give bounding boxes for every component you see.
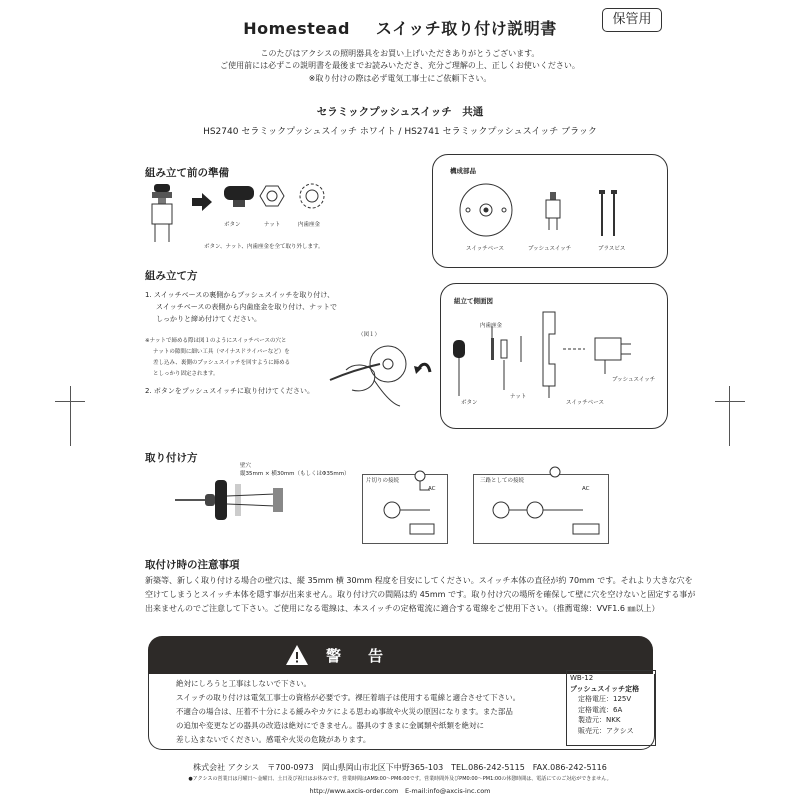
intro-line-2: ご使用前には必ずこの説明書を最後までお読みいただき、充分ご理解の上、正しくお使いください。 [220,61,580,70]
warning-line-2: スイッチの取り付けは電気工事士の資格が必要です。裸圧着端子は使用する電線と適合させて下さい。 [176,693,521,702]
push-switch-side-drawing [595,338,621,360]
footer-company: 株式会社 アクシス 〒700-0973 岡山県岡山市北区下中野365-103 TEL.086-242-5115 FAX.086-242-5116 [193,763,607,772]
side-label-nut: ナット [510,394,527,400]
footer-web[interactable]: http://www.axcis-order.com E-mail:info@axcis-inc.com [309,787,491,795]
step1-line-3: しっかりと締め付けてください。 [156,315,261,323]
intro-line-1: このたびはアクシスの照明器具をお買い上げいただきありがとうございます。 [260,49,540,58]
side-view-heading: 組立て側面図 [454,297,493,305]
side-view-illustration [445,306,665,416]
wiring1-drawing [362,460,446,542]
keep-badge: 保管用 [602,8,662,32]
note-line-2: ナットの隙間に細い工具（マイナスドライバーなど）を [153,349,290,355]
page-title [0,16,800,39]
caution-line-2: 空けてしまうとスイッチ本体を隠す事が出来ません。取り付け穴の間隔は約 45mm です。取り付け穴の場所を確保して壁に穴を空けないと固定する事が [145,590,696,599]
prep-illustration [140,180,380,250]
warning-line-3: 不適合の場合は、圧着不十分による緩みやカケによる思わぬ事故や火災の原因になります。また部品 [176,707,513,716]
caution-line-3: 出来ませんのでご注意して下さい。ご使用になる電線は、本スイッチの定格電流に適合する電線をご使用下さい。（推薦電線：VVF1.6 ㎜以上） [145,604,660,613]
warning-header [148,636,653,674]
intro-line-3: ※取り付けの際は必ず電気工事士にご依頼下さい。 [308,74,492,83]
parts-heading: 構成部品 [450,167,476,175]
side-label-base: スイッチベース [566,400,605,406]
side-label-washer: 内歯座金 [480,323,503,329]
switch-base-side-drawing [215,480,227,520]
caution-heading: 取付け時の注意事項 [145,559,240,571]
document-title: スイッチ取り付け説明書 [375,19,557,38]
parts-label-switch: プッシュスイッチ [528,246,572,252]
warning-title: 警 告 [326,647,390,665]
step1-line-1: 1. スイッチベースの裏側からプッシュスイッチを取り付け、 [145,291,335,299]
crop-mark-left-v [70,386,71,446]
install-illustration [175,476,295,526]
step1-line-2: スイッチベースの表側から内歯座金を取り付け、ナットで [156,303,337,311]
switch-assembled-drawing [152,184,172,242]
step2-text: 2. ボタンをプッシュスイッチに取り付けてください。 [145,387,314,395]
warning-line-4: の追加や変更などの器具の改造は絶対にできません。器具のすきまに金属類や紙類を絶対に [176,721,484,730]
hole-size: 縦35mm × 横30mm（もしくはΦ35mm） [240,471,350,477]
hole-label: 壁穴 [240,463,252,469]
warning-triangle-icon [284,643,310,667]
button-part-drawing [224,186,254,207]
install-heading: 取り付け方 [145,452,198,464]
spec-seller: 販売元：アクシス [578,726,634,735]
bulb-icon [415,471,425,481]
switch-base-side-drawing [543,312,555,386]
arrow-right-icon [192,193,212,211]
spec-maker: 製造元：NKK [578,716,621,724]
footer-hours: ●アクシスの営業日は月曜日～金曜日、土日及び祝日はお休みです。営業時間はAM9:00～PM6:00です。営業時間外及びPM0:00～PM1:00の休憩時間は、電話にてのご対応ができません。 [188,776,612,782]
wiring1-ac-label: AC [428,486,436,492]
parts-label-base: スイッチベース [466,246,505,252]
note-line-3: 差し込み、裏側のプッシュスイッチを回すように締める [153,360,291,366]
prep-caption: ボタン、ナット、内歯座金を全て取り外します。 [204,244,324,250]
prep-label-button: ボタン [224,222,241,228]
crop-mark-right [715,401,745,402]
spec-voltage: 定格電圧：125V [578,695,632,703]
side-label-switch: プッシュスイッチ [612,377,656,383]
crop-mark-right-v [729,386,730,446]
note-line-1: ※ナットで締める際は図１のようにスイッチベースの穴と [145,338,287,344]
prep-label-nut: ナット [264,222,281,228]
parts-label-screw: プラスビス [598,246,626,252]
parts-illustration [450,180,660,240]
side-label-button: ボタン [461,400,478,406]
product-subtitle: セラミックプッシュスイッチ 共通 [316,106,484,118]
nut-drawing [501,340,507,358]
spec-box [566,670,656,746]
brand-name: Homestead [243,19,350,38]
warning-line-5: 差し込まないでください。感電や火災の危険があります。 [176,735,371,744]
model-list: HS2740 セラミックプッシュスイッチ ホワイト / HS2741 セラミックプッシュスイッチ ブラック [203,127,597,137]
wiring2-drawing [473,460,607,542]
washer-drawing [491,338,494,360]
figure-1-label: （図１） [358,332,381,338]
warning-line-1: 絶対にしろうと工事はしないで下さい。 [176,679,311,688]
prep-heading: 組み立て前の準備 [145,167,229,179]
bulb-icon [550,467,560,477]
cable-drawing [273,488,283,512]
assembly-heading: 組み立て方 [145,270,198,282]
wiring2-ac-label: AC [582,486,590,492]
spec-model: WB-12 [570,674,594,682]
push-switch-drawing [546,192,560,230]
wiring2-title: 三路としての接続 [480,478,525,484]
caution-line-1: 新築等、新しく取り付ける場合の壁穴は、縦 35mm 横 30mm 程度を目安にしてください。スイッチ本体の直径が約 70mm です。それより大きな穴を [145,576,693,585]
spec-current: 定格電流：6A [578,705,623,714]
wiring1-title: 片切りの接続 [366,478,400,484]
prep-label-washer: 内歯座金 [298,222,321,228]
button-drawing [453,340,465,358]
screw-drawing [599,190,617,236]
note-line-4: としっかり固定されます。 [153,371,219,377]
figure-1-illustration [326,340,436,410]
spec-name: プッシュスイッチ定格 [570,684,640,693]
